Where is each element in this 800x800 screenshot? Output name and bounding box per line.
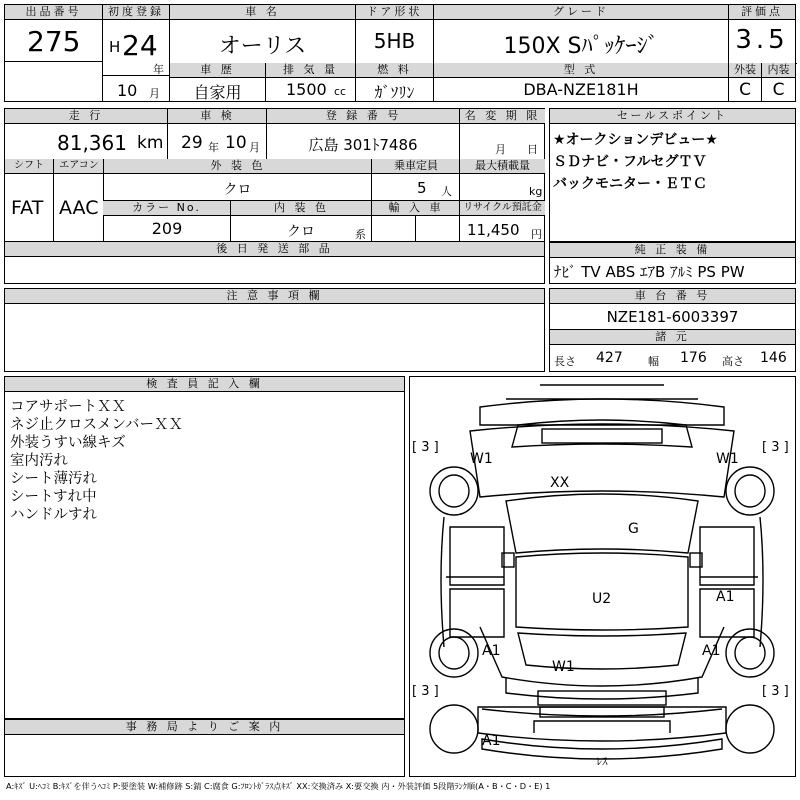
change-day-unit: 日 [527, 143, 538, 156]
inspector-line: 外装うすい線キズ [10, 435, 126, 451]
grade: 150X Sﾊﾟｯｹｰｼﾞ [503, 34, 659, 59]
inspector-line: シート薄汚れ [10, 471, 97, 487]
fuel: ｶﾞｿﾘﾝ [374, 83, 415, 102]
shift-label: シフト [5, 159, 53, 174]
disp-label: 排 気 量 [266, 63, 355, 78]
mark-a1-right-door: A1 [716, 589, 735, 605]
notes-label: 注 意 事 項 欄 [5, 289, 544, 304]
interior-color: クロ [287, 224, 315, 240]
displacement: 1500 [286, 80, 327, 99]
lot-number: 275 [27, 25, 81, 58]
inspection-month: 10 [225, 133, 247, 153]
inspector-notes-block [4, 376, 405, 719]
exterior-cell [729, 63, 762, 101]
recycle-fee: 11,450 [467, 221, 520, 239]
grade-label: グレード [434, 5, 728, 20]
year-unit: 年 [153, 63, 164, 76]
inspector-line: シートすれ中 [10, 489, 97, 505]
grade-cell [434, 5, 728, 63]
inspection-year: 29 [181, 133, 203, 153]
disp-unit: cc [334, 85, 347, 98]
mark-a1-bottom: A1 [482, 733, 501, 749]
height-value: 146 [760, 350, 787, 366]
color-label: 外 装 色 [103, 159, 372, 174]
int-label: 内装 [762, 63, 795, 78]
length-label: 長さ [554, 355, 576, 368]
equipment-block [549, 242, 796, 284]
inspection-label: 車 検 [167, 109, 267, 124]
mark-a1-rear-right: A1 [702, 643, 721, 659]
first-registration-cell [103, 5, 169, 101]
door-cell [356, 5, 433, 63]
model-code: DBA-NZE181H [523, 80, 639, 99]
capacity: 5 [417, 179, 427, 197]
equipment-list: ﾅﾋﾞ TV ABS ｴｱB ｱﾙﾐ PS PW [554, 263, 745, 281]
fuel-cell [356, 63, 433, 101]
sales-line: ★オークションデビュー★ [553, 132, 718, 148]
inspector-line: コアサポートＸＸ [10, 399, 126, 415]
mark-front-left-bracket: [ 3 ] [412, 440, 439, 455]
inspector-line: 室内汚れ [10, 453, 68, 469]
model-label: 型 式 [434, 63, 728, 78]
chassis-block [549, 288, 796, 372]
shift: FAT [11, 197, 44, 219]
reg-month: 10 [117, 81, 138, 100]
ac-label: エアコン [53, 159, 104, 174]
model-cell [434, 63, 728, 101]
interior-color-unit: 系 [355, 228, 366, 241]
capacity-label: 乗車定員 [371, 159, 460, 174]
sales-line: ＳＤナビ・フルセグＴＶ [553, 154, 707, 170]
mark-w1-rear: W1 [552, 659, 575, 675]
office-label: 事 務 局 よ り ご 案 内 [5, 720, 404, 735]
change-month-unit: 月 [495, 143, 506, 156]
history-label: 車 歴 [170, 63, 265, 78]
load-label: 最大積載量 [459, 159, 545, 174]
dims-label: 諸 元 [550, 329, 795, 345]
inspection-month-unit: 月 [249, 141, 260, 154]
later-parts-label: 後 日 発 送 部 品 [5, 242, 544, 257]
mark-w1-front-right: W1 [716, 451, 739, 467]
recycle-unit: 円 [531, 228, 542, 241]
vehicle-details-block [4, 108, 545, 284]
interior-label: 内 装 色 [230, 201, 372, 216]
reg-year: 24 [122, 29, 158, 62]
sales-line: バックモニター・ＥＴＣ [553, 176, 707, 192]
era: H [109, 38, 121, 56]
mark-front-right-bracket: [ 3 ] [762, 440, 789, 455]
car-diagram [409, 376, 796, 777]
width-value: 176 [680, 350, 707, 366]
mark-u2-roof: U2 [592, 591, 612, 607]
exterior-grade: C [739, 80, 751, 100]
capacity-unit: 人 [441, 185, 452, 198]
mark-w1-front-left: W1 [470, 451, 493, 467]
history-cell [170, 63, 265, 101]
plate-number: 広島 301ﾄ7486 [308, 136, 418, 154]
sales-points-block [549, 108, 796, 242]
exterior-color: クロ [223, 182, 252, 198]
car-history: 自家用 [193, 83, 242, 102]
car-name-cell [170, 5, 355, 65]
car-name: オーリス [218, 34, 307, 59]
import-label: 輸 入 車 [371, 201, 460, 216]
reg-label: 初度登録 [103, 5, 169, 20]
inspection-year-unit: 年 [208, 141, 219, 154]
mileage-unit: km [137, 133, 164, 153]
car-outline-diagram [410, 377, 795, 776]
interior-grade-cell [762, 63, 795, 101]
mark-rear-left-bracket: [ 3 ] [412, 684, 439, 699]
width-label: 幅 [648, 355, 659, 368]
inspector-line: ハンドルすれ [10, 507, 97, 523]
lot-cell [5, 5, 102, 101]
mark-g-windshield: G [628, 521, 639, 537]
lot-label: 出品番号 [5, 5, 102, 20]
plate-label: 登 録 番 号 [266, 109, 460, 124]
month-unit: 月 [149, 87, 160, 100]
header-block [4, 4, 796, 102]
mark-xx-hood: XX [550, 475, 570, 491]
mark-rest: ﾚｽ [596, 755, 608, 768]
door-label: ドア形状 [356, 5, 433, 20]
ext-label: 外装 [729, 63, 761, 78]
score: 3.5 [735, 25, 789, 55]
mark-rear-right-bracket: [ 3 ] [762, 684, 789, 699]
legend: A:ｷｽﾞ U:ﾍｺﾐ B:ｷｽﾞを伴うﾍｺﾐ P:要塗装 W:補修跡 S:錆 C:腐食 G:ﾌﾛﾝﾄｶﾞﾗｽ点ｷｽﾞ XX:交換済み X:要交換 内・外装評価 5段階ﾗﾝｸ順(A・B・C・D・E) 1 [6, 781, 551, 791]
name-label: 車 名 [170, 5, 355, 20]
interior-grade: C [772, 80, 785, 100]
door-type: 5HB [373, 29, 416, 53]
air-conditioner: AAC [59, 197, 99, 219]
score-cell [729, 5, 795, 63]
mark-a1-rear-left: A1 [482, 643, 501, 659]
chassis-number: NZE181-6003397 [606, 308, 739, 326]
equipment-label: 純 正 装 備 [550, 243, 795, 258]
notes-block [4, 288, 545, 372]
inspector-label: 検 査 員 記 入 欄 [5, 377, 404, 392]
change-label: 名 変 期 限 [459, 109, 545, 124]
inspector-line: ネジ止クロスメンバーＸＸ [10, 417, 183, 433]
office-notice-block [4, 719, 405, 777]
mileage: 81,361 [57, 131, 127, 155]
recycle-label: リサイクル預託金 [459, 201, 545, 216]
length-value: 427 [596, 350, 623, 366]
displacement-cell [266, 63, 355, 101]
score-label: 評価点 [729, 5, 795, 20]
fuel-label: 燃 料 [356, 63, 433, 78]
chassis-label: 車 台 番 号 [550, 289, 795, 304]
sales-label: セールスポイント [550, 109, 795, 124]
height-label: 高さ [722, 355, 744, 368]
color-number: 209 [151, 219, 183, 238]
colorno-label: カラー No. [103, 201, 230, 216]
load-unit: kg [529, 185, 543, 198]
mileage-label: 走 行 [5, 109, 167, 124]
